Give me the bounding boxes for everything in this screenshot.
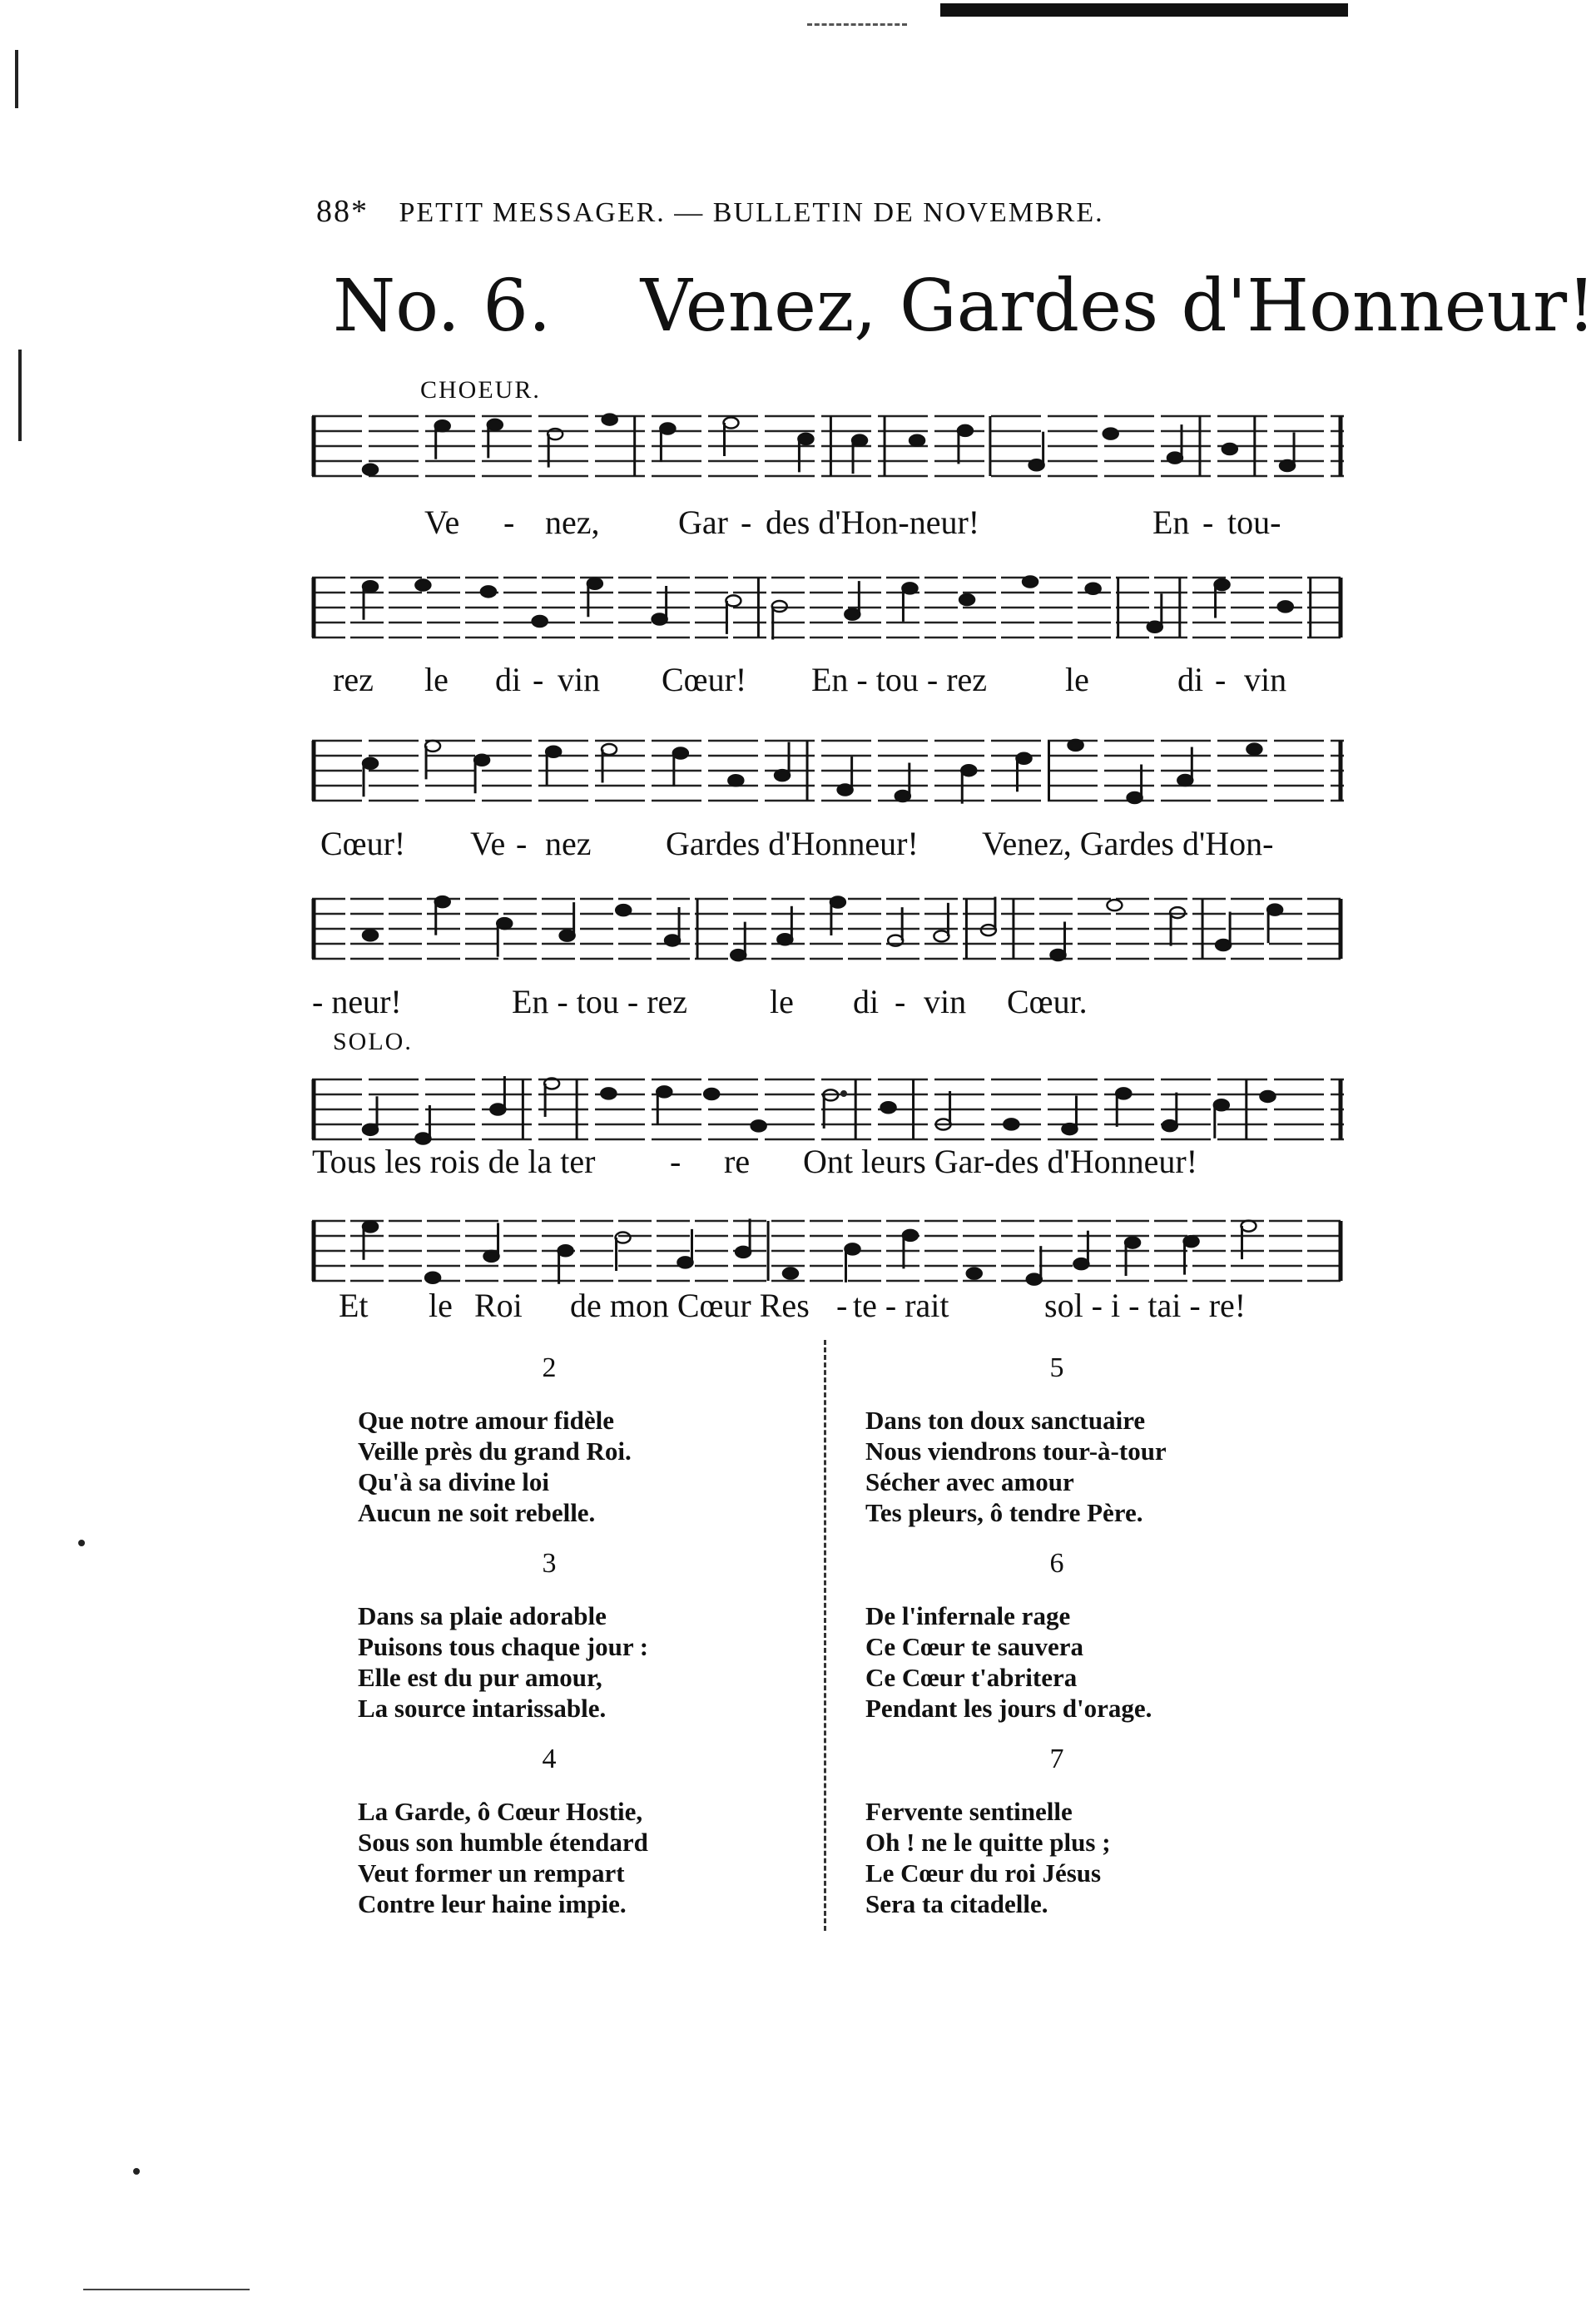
hymn-number: No. 6.	[333, 265, 552, 348]
verse-line: Sécher avec amour	[865, 1467, 1074, 1496]
syllable: En	[1152, 504, 1190, 541]
syllable: -	[1215, 661, 1227, 698]
syllable: di	[853, 983, 880, 1020]
syllable: nez	[545, 825, 592, 862]
verse-line: Nous viendrons tour-à-tour	[865, 1436, 1167, 1466]
syllable: Ve	[470, 825, 506, 862]
top-ink-rule	[940, 3, 1348, 17]
syllable: - neur!	[312, 983, 402, 1020]
verse-line: Sous son humble étendard	[358, 1828, 648, 1857]
syllable: Gardes d'Honneur!	[666, 825, 919, 862]
verse-4	[358, 1744, 741, 1919]
verse-number: 5	[1049, 1352, 1064, 1383]
hymn-title-text: Venez, Gardes d'Honneur!	[640, 265, 1596, 348]
verse-number: 7	[1049, 1744, 1064, 1774]
syllable: le	[429, 1287, 453, 1324]
syllable: En - tou - rez	[512, 983, 688, 1020]
syllable: rez	[333, 661, 374, 698]
verse-line: Ce Cœur te sauvera	[865, 1632, 1084, 1661]
syllable: vin	[1244, 661, 1287, 698]
running-head	[316, 193, 1281, 230]
lyric-line-6	[312, 1286, 1344, 1327]
verse-line: Oh ! ne le quitte plus ;	[865, 1828, 1111, 1857]
syllable: di	[495, 661, 522, 698]
verse-line: Veille près du grand Roi.	[358, 1436, 632, 1466]
syllable: sol - i - tai - re!	[1044, 1287, 1247, 1324]
verse-3	[358, 1548, 741, 1724]
lyric-line-5	[312, 1142, 1344, 1183]
syllable: Cœur!	[320, 825, 406, 862]
syllable: Venez, Gardes d'Hon-	[982, 825, 1274, 862]
syllable: des d'Hon-neur!	[766, 504, 980, 541]
verse-line: La source intarissable.	[358, 1694, 607, 1723]
syllable: vin	[924, 983, 967, 1020]
verse-line: La Garde, ô Cœur Hostie,	[358, 1797, 643, 1826]
syllable: Roi	[474, 1287, 523, 1324]
syllable: Et	[339, 1287, 369, 1324]
syllable: le	[1065, 661, 1089, 698]
syllable: -	[895, 983, 906, 1020]
verse-line: Aucun ne soit rebelle.	[358, 1498, 596, 1527]
verse-line: Que notre amour fidèle	[358, 1406, 614, 1435]
verse-6	[865, 1548, 1248, 1724]
syllable: -	[836, 1287, 848, 1324]
music-staff	[312, 889, 1344, 969]
verse-line: Contre leur haine impie.	[358, 1889, 627, 1918]
lyric-line-1	[312, 503, 1344, 544]
verse-line: Sera ta citadelle.	[865, 1889, 1048, 1918]
verse-line: Tes pleurs, ô tendre Père.	[865, 1498, 1143, 1527]
verse-line: Dans sa plaie adorable	[358, 1601, 607, 1630]
syllable: -	[670, 1143, 682, 1180]
syllable: le	[770, 983, 794, 1020]
music-staff	[312, 731, 1344, 811]
syllable: Gar	[678, 504, 728, 541]
music-staff	[312, 1211, 1344, 1291]
verse-line: Pendant les jours d'orage.	[865, 1694, 1152, 1723]
music-staff	[312, 568, 1344, 647]
syllable: En - tou - rez	[811, 661, 988, 698]
syllable: -	[503, 504, 515, 541]
verse-5	[865, 1352, 1248, 1528]
verse-number: 3	[542, 1548, 557, 1579]
syllable: tou-	[1227, 504, 1281, 541]
running-title: PETIT MESSAGER. — BULLETIN DE NOVEMBRE.	[399, 197, 1104, 228]
margin-mark	[18, 350, 22, 441]
choeur-label: CHOEUR.	[420, 376, 541, 404]
stray-dot	[78, 1540, 85, 1546]
lyric-line-3	[312, 824, 1344, 866]
syllable: le	[424, 661, 449, 698]
syllable: te - rait	[853, 1287, 949, 1324]
top-dash-mark	[807, 23, 907, 28]
syllable: nez,	[545, 504, 600, 541]
syllable: vin	[558, 661, 601, 698]
lyric-line-2	[312, 660, 1344, 702]
syllable: -	[516, 825, 528, 862]
verse-line: Le Cœur du roi Jésus	[865, 1858, 1102, 1888]
syllable: Ve	[424, 504, 460, 541]
hymn-title	[333, 265, 1596, 348]
bottom-rule	[83, 2289, 250, 2290]
syllable: di	[1177, 661, 1204, 698]
verse-line: Veut former un rempart	[358, 1858, 625, 1888]
verse-7	[865, 1744, 1248, 1919]
syllable: de mon Cœur Res	[570, 1287, 810, 1324]
syllable: -	[1202, 504, 1214, 541]
syllable: Tous les rois de la ter	[312, 1143, 596, 1180]
page-number: 88*	[316, 194, 369, 229]
verse-line: Elle est du pur amour,	[358, 1663, 602, 1692]
verse-number: 4	[542, 1744, 557, 1774]
syllable: Ont leurs Gar-des d'Honneur!	[803, 1143, 1198, 1180]
solo-label: SOLO.	[333, 1028, 413, 1055]
column-divider	[824, 1340, 829, 1931]
syllable: Cœur!	[662, 661, 747, 698]
syllable: -	[533, 661, 544, 698]
verse-2	[358, 1352, 741, 1528]
music-staff	[312, 1069, 1344, 1149]
margin-mark	[15, 50, 18, 108]
syllable: Cœur.	[1007, 983, 1088, 1020]
music-staff	[312, 406, 1344, 486]
verse-line: Qu'à sa divine loi	[358, 1467, 549, 1496]
lyric-line-4	[312, 982, 1344, 1024]
verse-line: Puisons tous chaque jour :	[358, 1632, 649, 1661]
syllable: re	[724, 1143, 751, 1180]
verse-line: Fervente sentinelle	[865, 1797, 1073, 1826]
verse-number: 6	[1049, 1548, 1064, 1579]
verse-line: Ce Cœur t'abritera	[865, 1663, 1078, 1692]
stray-dot	[133, 2168, 140, 2175]
verse-line: Dans ton doux sanctuaire	[865, 1406, 1146, 1435]
syllable: -	[741, 504, 752, 541]
verse-line: De l'infernale rage	[865, 1601, 1071, 1630]
verse-number: 2	[542, 1352, 557, 1383]
